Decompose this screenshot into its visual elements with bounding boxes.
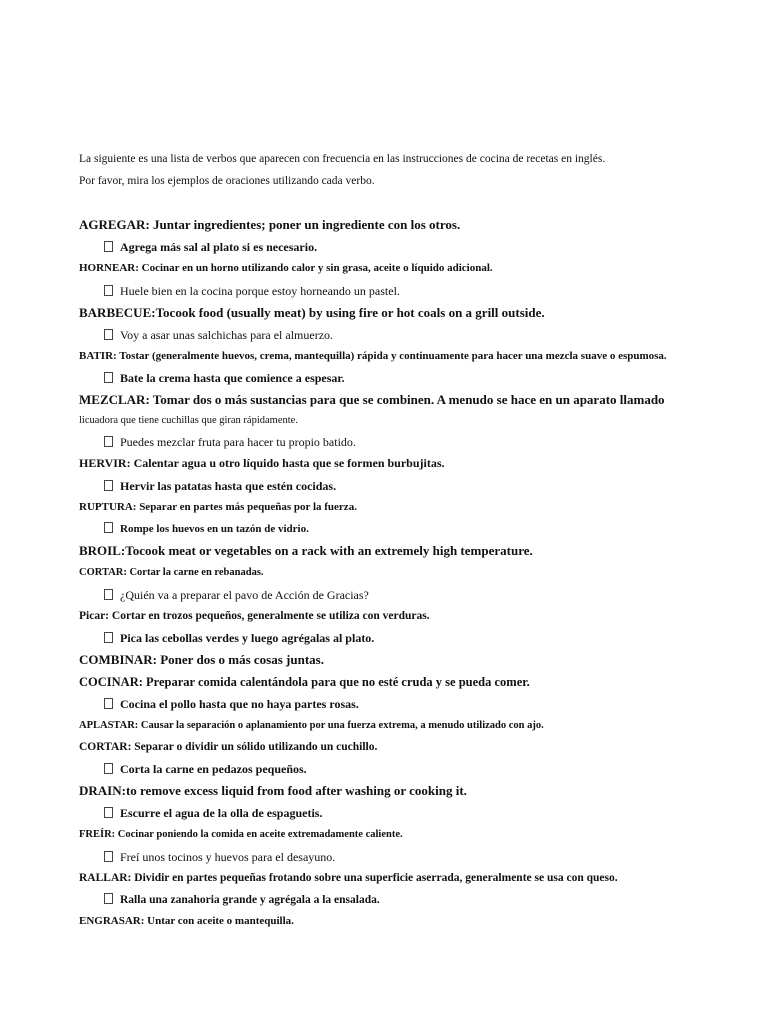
example-ruptura: Rompe los huevos en un tazón de vidrio. <box>79 518 739 540</box>
example-cocinar: Cocina el pollo hasta que no haya partes rosas. <box>79 693 739 715</box>
example-drain: Escurre el agua de la olla de espaguetis. <box>79 802 739 824</box>
definition-hornear: HORNEAR: Cocinar en un horno utilizando calor y sin grasa, aceite o líquido adicional. <box>79 262 493 274</box>
definition-drain: DRAIN:to remove excess liquid from food after washing or cooking it. <box>79 783 467 798</box>
definition-ruptura: RUPTURA: Separar en partes más pequeñas por la fuerza. <box>79 500 357 513</box>
definition-mezclar-continued: licuadora que tiene cuchillas que giran rápidamente. <box>79 415 298 426</box>
bullet-icon <box>104 436 113 447</box>
definition-mezclar: MEZCLAR: Tomar dos o más sustancias para que se combinen. A menudo se hace en un aparato llamado <box>79 392 665 407</box>
definition-freir: FREÍR: Cocinar poniendo la comida en aceite extremadamente caliente. <box>79 829 403 840</box>
definition-cocinar: COCINAR: Preparar comida calentándola para que no esté cruda y se pueda comer. <box>79 675 530 689</box>
verb-list <box>79 214 739 933</box>
definition-engrasar: ENGRASAR: Untar con aceite o mantequilla. <box>79 915 294 927</box>
example-batir: Bate la crema hasta que comience a espesar. <box>79 367 739 389</box>
intro-line-1: La siguiente es una lista de verbos que aparecen con frecuencia en las instrucciones de cocina de recetas en inglés. <box>79 153 606 165</box>
example-mezclar: Puedes mezclar fruta para hacer tu propio batido. <box>79 431 739 453</box>
bullet-icon <box>104 241 113 252</box>
bullet-icon <box>104 698 113 709</box>
definition-batir: BATIR: Tostar (generalmente huevos, crema, mantequilla) rápida y continuamente para hacer una mezcla suave o espumosa. <box>79 349 667 362</box>
definition-agregar: AGREGAR: Juntar ingredientes; poner un ingrediente con los otros. <box>79 217 461 232</box>
definition-picar: Picar: Cortar en trozos pequeños, generalmente se utiliza con verduras. <box>79 609 430 622</box>
definition-rallar: RALLAR: Dividir en partes pequeñas frotando sobre una superficie aserrada, generalmente se usa con queso. <box>79 871 618 884</box>
definition-cortar-rebanadas: CORTAR: Cortar la carne en rebanadas. <box>79 567 264 578</box>
example-barbecue: Voy a asar unas salchichas para el almuerzo. <box>79 324 739 346</box>
bullet-icon <box>104 285 113 296</box>
bullet-icon <box>104 480 113 491</box>
bullet-icon <box>104 632 113 643</box>
definition-broil: BROIL:Tocook meat or vegetables on a rack with an extremely high temperature. <box>79 543 533 558</box>
definition-barbecue: BARBECUE:Tocook food (usually meat) by using fire or hot coals on a grill outside. <box>79 304 545 320</box>
example-hervir: Hervir las patatas hasta que estén cocidas. <box>79 475 739 497</box>
definition-hervir: HERVIR: Calentar agua u otro líquido hasta que se formen burbujitas. <box>79 456 445 470</box>
bullet-icon <box>104 522 113 533</box>
example-cortar-rebanadas: ¿Quién va a preparar el pavo de Acción de Gracias? <box>79 584 739 606</box>
definition-combinar: COMBINAR: Poner dos o más cosas juntas. <box>79 652 324 667</box>
bullet-icon <box>104 372 113 383</box>
bullet-icon <box>104 807 113 818</box>
intro-line-2: Por favor, mira los ejemplos de oraciones utilizando cada verbo. <box>79 175 375 187</box>
example-hornear: Huele bien en la cocina porque estoy horneando un pastel. <box>79 280 739 302</box>
example-freir: Freí unos tocinos y huevos para el desayuno. <box>79 846 739 868</box>
example-agregar: Agrega más sal al plato si es necesario. <box>79 236 739 258</box>
example-rallar: Ralla una zanahoria grande y agrégala a la ensalada. <box>79 889 739 911</box>
bullet-icon <box>104 329 113 340</box>
bullet-icon <box>104 763 113 774</box>
bullet-icon <box>104 851 113 862</box>
definition-aplastar: APLASTAR: Causar la separación o aplanamiento por una fuerza extrema, a menudo utilizado con ajo. <box>79 720 544 731</box>
example-picar: Pica las cebollas verdes y luego agrégalas al plato. <box>79 627 739 649</box>
example-cortar-cuchillo: Corta la carne en pedazos pequeños. <box>79 758 739 780</box>
document-page <box>79 148 739 933</box>
bullet-icon <box>104 589 113 600</box>
definition-cortar-cuchillo: CORTAR: Separar o dividir un sólido utilizando un cuchillo. <box>79 740 378 753</box>
bullet-icon <box>104 893 113 904</box>
